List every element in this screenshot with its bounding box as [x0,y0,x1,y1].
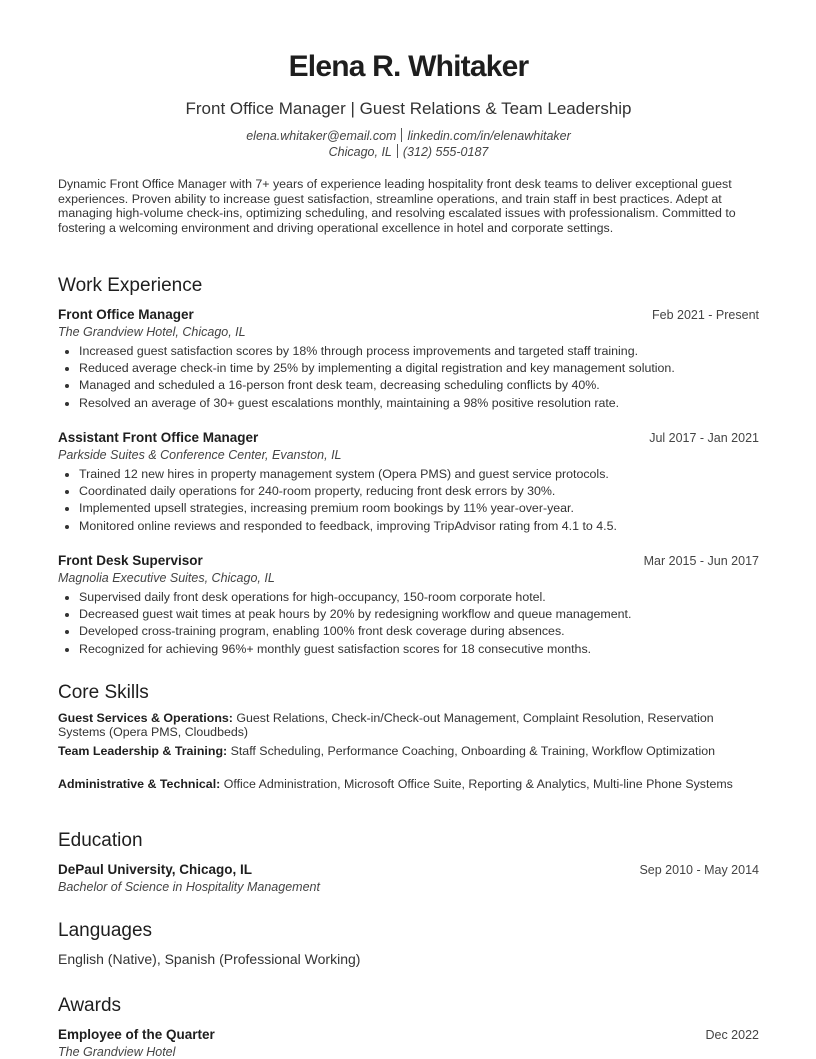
job-title: Assistant Front Office Manager [58,430,259,445]
job-bullet: • Recognized for achieving 96%+ monthly guest satisfaction scores for 18 consecutive months. [79,641,759,658]
languages-list: English (Native), Spanish (Professional Working) [58,951,361,967]
section-title-awards: Awards [58,995,122,1016]
job-bullet: • Resolved an average of 30+ guest escalations monthly, maintaining a 98% positive resolution rate. [79,395,759,412]
job-bullets [58,589,759,658]
award-title: Employee of the Quarter [58,1027,215,1042]
skill-group-items: Staff Scheduling, Performance Coaching, Onboarding & Training, Workflow Optimization [227,744,716,758]
contact-line-2 [58,144,759,159]
degree-name: Bachelor of Science in Hospitality Management [58,880,320,894]
skill-group [58,744,759,758]
skill-group-label: Team Leadership & Training: [58,744,228,758]
school-name: DePaul University, Chicago, IL [58,862,253,877]
job-title: Front Desk Supervisor [58,553,203,568]
job-bullets [58,466,759,535]
skill-group-items: Office Administration, Microsoft Office Suite, Reporting & Analytics, Multi-line Phone Systems [220,777,733,791]
job-dates: Jul 2017 - Jan 2021 [649,431,759,445]
contact-divider [401,128,402,142]
skill-group [58,777,759,791]
skill-group-label: Administrative & Technical: [58,777,221,791]
job-dates: Feb 2021 - Present [651,308,759,322]
skill-group [58,711,759,739]
linkedin-link[interactable]: linkedin.com/in/elenawhitaker [407,129,571,143]
section-title-experience: Work Experience [58,275,203,296]
email-link[interactable]: elena.whitaker@email.com [246,129,397,143]
job-title: Front Office Manager [58,307,194,322]
job-organization: The Grandview Hotel, Chicago, IL [58,325,246,339]
job-bullet: • Monitored online reviews and responded to feedback, improving TripAdvisor rating from 4.1 to 4.5. [79,518,759,535]
job-organization: Parkside Suites & Conference Center, Evanston, IL [58,448,342,462]
section-title-skills: Core Skills [58,682,149,703]
section-title-languages: Languages [58,920,153,941]
job-bullet: • Reduced average check-in time by 25% by implementing a digital registration and key management solution. [79,360,759,377]
award-organization: The Grandview Hotel [58,1045,176,1059]
skill-group-items: Guest Relations, Check-in/Check-out Management, Complaint Resolution, Reservation Systems (Opera PMS, Cloudbeds) [58,711,714,739]
section-title-education: Education [58,830,143,851]
candidate-headline: Front Office Manager | Guest Relations & Team Leadership [185,99,632,118]
job-dates: Mar 2015 - Jun 2017 [643,554,759,568]
education-dates: Sep 2010 - May 2014 [639,863,759,877]
award-dates: Dec 2022 [705,1028,759,1042]
job-organization: Magnolia Executive Suites, Chicago, IL [58,571,275,585]
job-bullets [58,343,759,412]
phone-text: (312) 555-0187 [402,145,489,159]
skill-group-label: Guest Services & Operations: [58,711,233,725]
contact-line-1 [58,128,759,143]
job-bullet: • Coordinated daily operations for 240-room property, reducing front desk errors by 30%. [79,483,759,500]
contact-divider [397,144,398,158]
candidate-name: Elena R. Whitaker [288,50,529,83]
job-bullet: • Decreased guest wait times at peak hours by 20% by redesigning workflow and queue management. [79,606,759,623]
job-bullet: • Developed cross-training program, enabling 100% front desk coverage during absences. [79,623,759,640]
job-bullet: • Implemented upsell strategies, increasing premium room bookings by 11% year-over-year. [79,500,759,517]
job-bullet: • Managed and scheduled a 16-person front desk team, decreasing scheduling conflicts by 40%. [79,377,759,394]
job-bullet: • Supervised daily front desk operations for high-occupancy, 150-room corporate hotel. [79,589,759,606]
location-text: Chicago, IL [328,145,392,159]
job-bullet: • Trained 12 new hires in property management system (Opera PMS) and guest service protocols. [79,466,759,483]
job-bullet: • Increased guest satisfaction scores by 18% through process improvements and targeted staff training. [79,343,759,360]
professional-summary: Dynamic Front Office Manager with 7+ years of experience leading hospitality front desk teams to deliver exceptional guest experiences. Proven ability to increase guest satisfaction, streamline operations, and train staff in best practices. Adept at managing high-volume check-ins, optimizing scheduling, and resolving escalated issues with professionalism. Committed to fostering a welcoming environment and driving operational excellence in hotel and corporate settings. [58,177,736,235]
